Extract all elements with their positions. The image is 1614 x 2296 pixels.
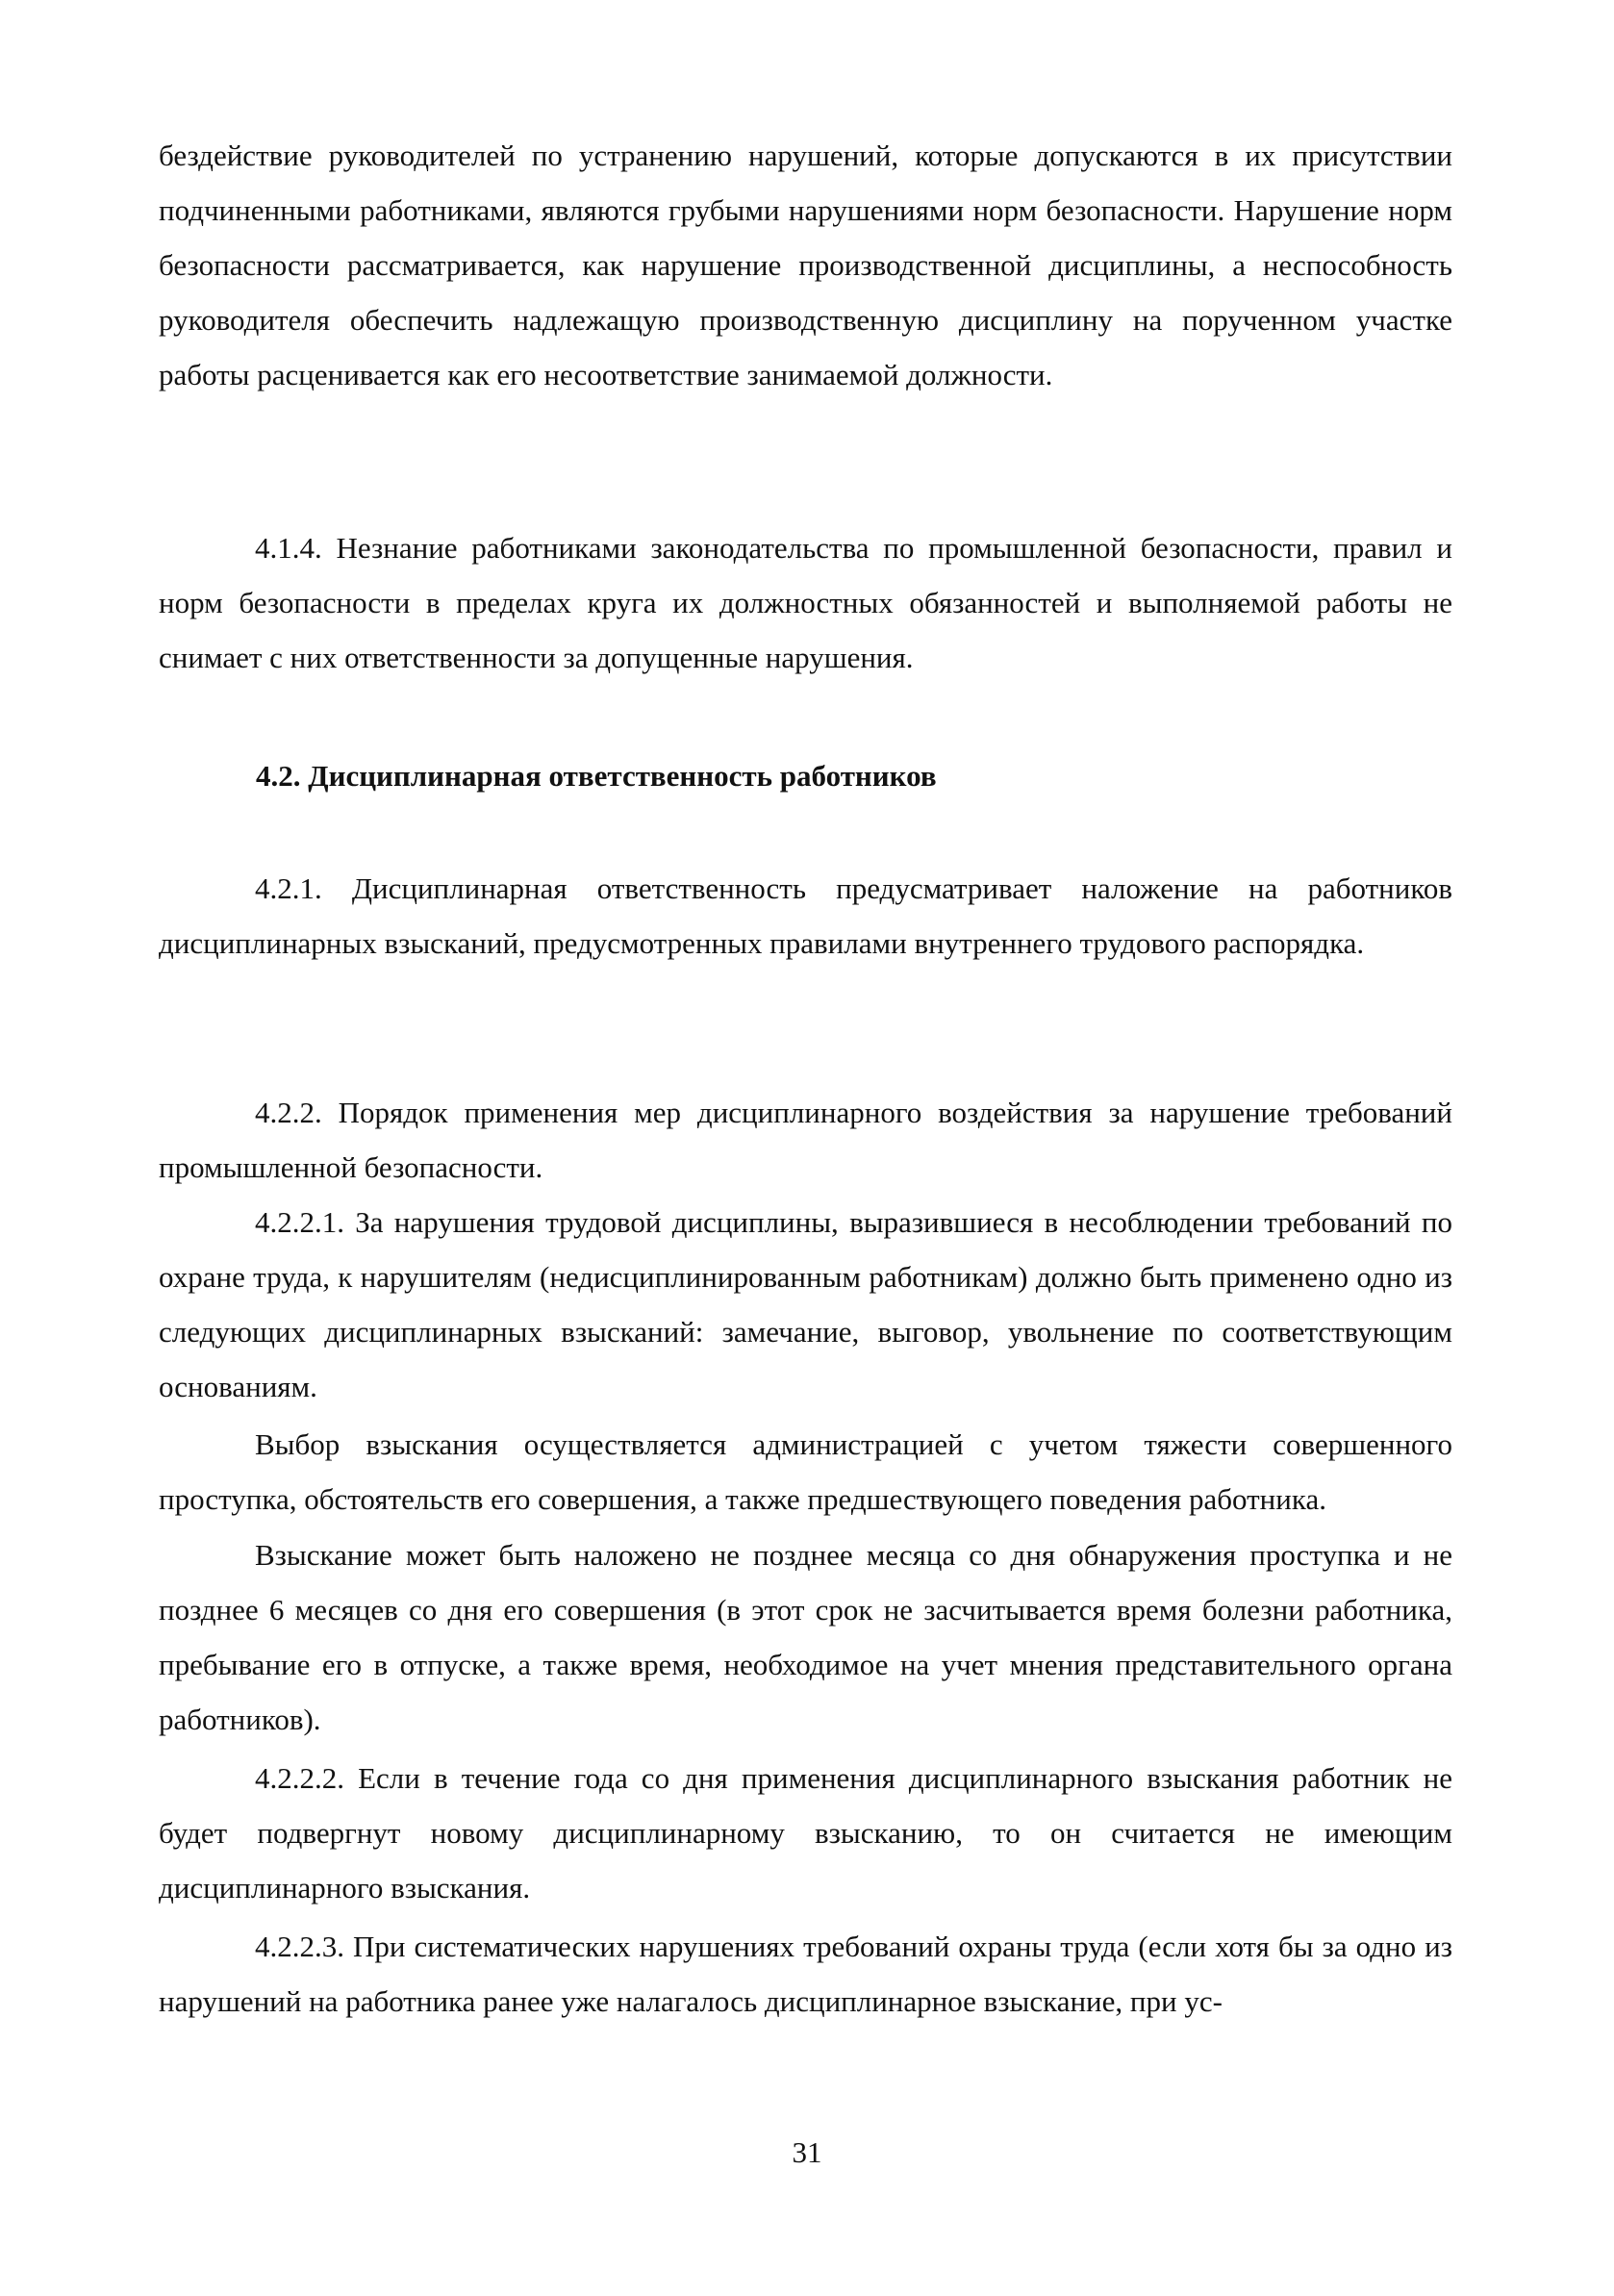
- paragraph-penalty-choice: Выбор взыскания осуществляется администрацией с учетом тяжести совершенного проступка, обстоятельств его совершения, а также предшествующего поведения работника.: [159, 1427, 1452, 1516]
- paragraph-4-2-2: 4.2.2. Порядок применения мер дисциплинарного воздействия за нарушение требований промышленной безопасности.: [159, 1096, 1452, 1184]
- paragraph-4-2-1: 4.2.1. Дисциплинарная ответственность предусматривает наложение на работников дисциплинарных взысканий, предусмотренных правилами внутреннего трудового распорядка.: [159, 871, 1452, 960]
- section-heading: 4.2. Дисциплинарная ответственность работников: [256, 759, 937, 793]
- paragraph-4-1-4: 4.1.4. Незнание работниками законодательства по промышленной безопасности, правил и норм безопасности в пределах круга их должностных обязанностей и выполняемой работы не снимает с них ответственности за допущенные нарушения.: [159, 531, 1452, 674]
- paragraph-4-2-2-2: 4.2.2.2. Если в течение года со дня применения дисциплинарного взыскания работник не будет подвергнут новому дисциплинарному взысканию, то он считается не имеющим дисциплинарного взыскания.: [159, 1761, 1452, 1905]
- page-number: 31: [792, 2135, 822, 2169]
- paragraph-continuation: бездействие руководителей по устранению нарушений, которые допускаются в их присутствии подчиненными работниками, являются грубыми нарушениями норм безопасности. Нарушение норм безопасности рассматривается, как нарушение производственной дисциплины, а неспособность руководителя обеспечить надлежащую производственную дисциплину на порученном участке работы расценивается как его несоответствие занимаемой должности.: [159, 139, 1452, 391]
- paragraph-4-2-2-3: 4.2.2.3. При систематических нарушениях требований охраны труда (если хотя бы за одно из нарушений на работника ранее уже налагалось дисциплинарное взыскание, при ус-: [159, 1930, 1452, 2018]
- paragraph-4-2-2-1: 4.2.2.1. За нарушения трудовой дисциплины, выразившиеся в несоблюдении требований по охране труда, к нарушителям (недисциплинированным работникам) должно быть применено одно из следующих дисциплинарных взысканий: замечание, выговор, увольнение по соответствующим основаниям.: [159, 1205, 1452, 1403]
- paragraph-penalty-deadline: Взыскание может быть наложено не позднее месяца со дня обнаружения проступка и не позднее 6 месяцев со дня его совершения (в этот срок не засчитывается время болезни работника, пребывание его в отпуске, а также время, необходимое на учет мнения представительного органа работников).: [159, 1538, 1452, 1736]
